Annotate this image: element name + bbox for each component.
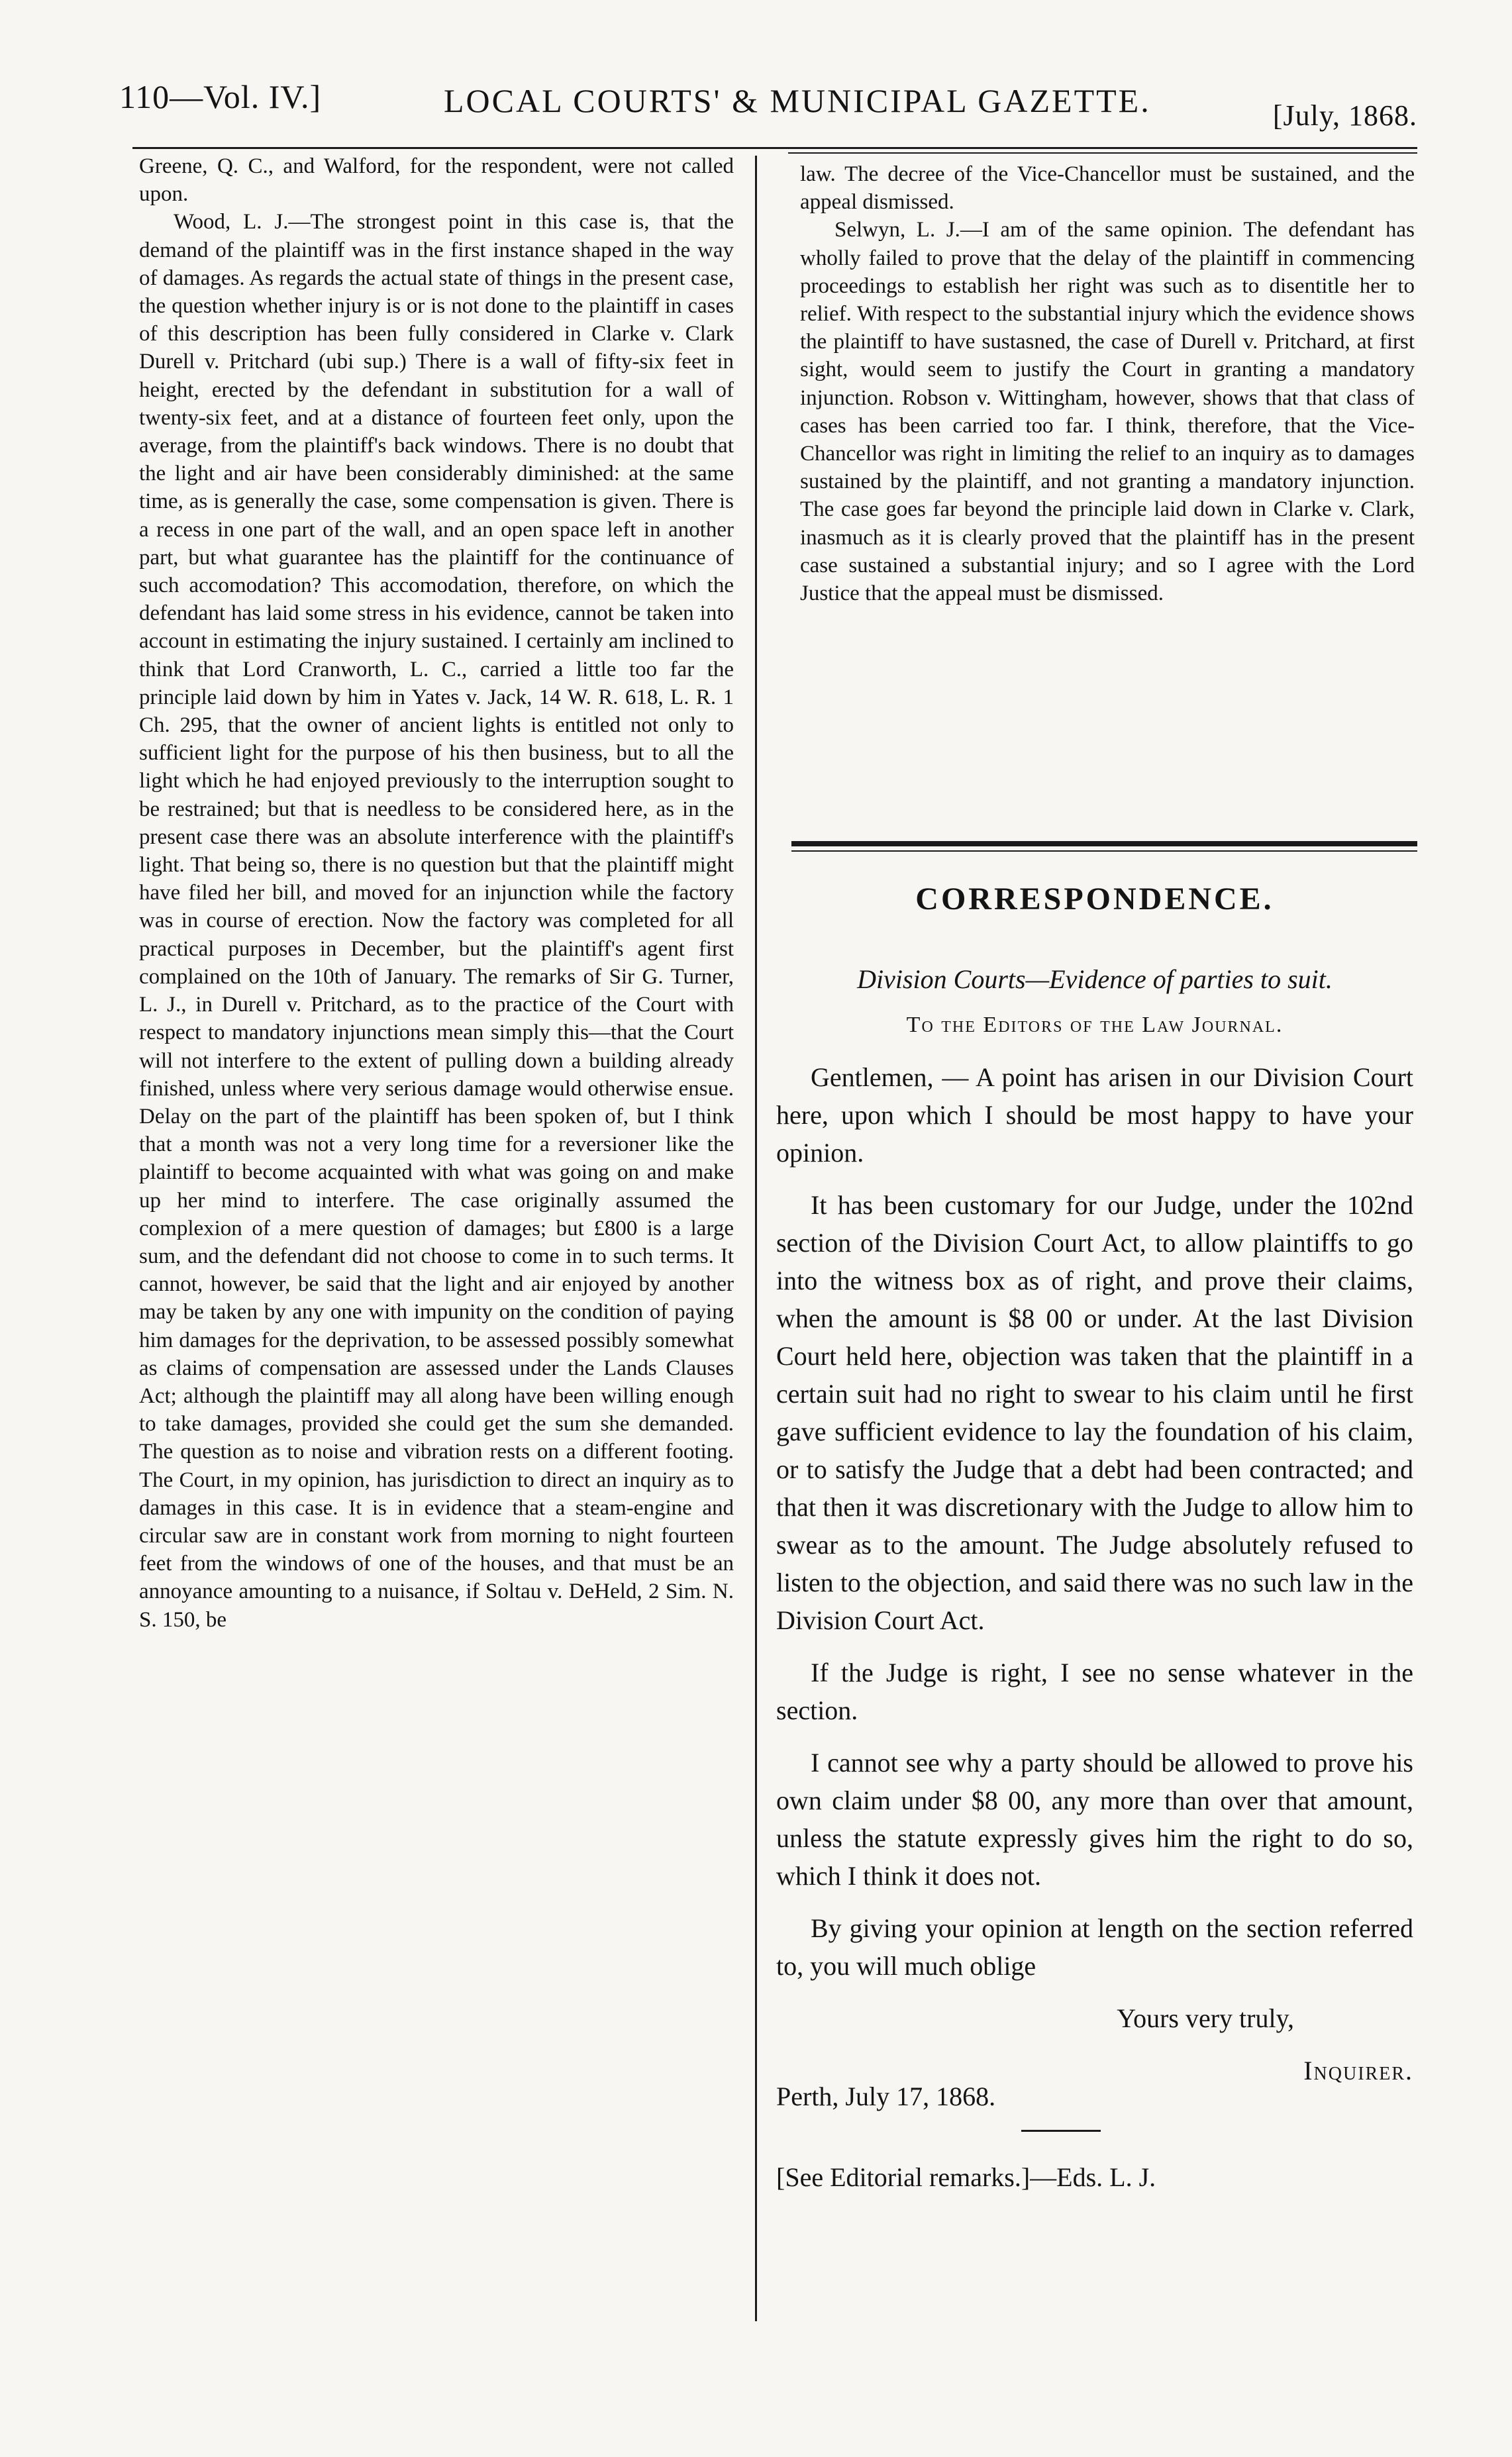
counsel-paragraph: Greene, Q. C., and Walford, for the respondent, were not called upon.: [139, 154, 734, 207]
left-column: [139, 152, 734, 1634]
section-rule-thin: [791, 850, 1417, 852]
page-volume-label: 110—Vol. IV.]: [119, 78, 322, 115]
letter-addressee: To the Editors of the Law Journal.: [906, 1013, 1284, 1037]
editorial-note: [See Editorial remarks.]—Eds. L. J.: [776, 2162, 1156, 2192]
selwyn-judgment-paragraph: Selwyn, L. J.—I am of the same opinion. The defendant has wholly failed to prove that the delay of the plaintiff in commencing proceedings to establish her right was such as to disentitle her to relief. With respect to the substantial injury which the evidence shows the plaintiff to have sustasned, the case of Durell v. Pritchard, at first sight, would seem to justify the Court in granting a mandatory injunction. Robson v. Wittingham, however, shows that that class of cases has been carried too far. I think, therefore, that the Vice-Chancellor was right in limiting the relief to an inquiry as to damages sustained by the plaintiff, and not granting a mandatory injunction. The case goes far beyond the principle laid down in Clarke v. Clark, inasmuch as it is clearly proved that the plaintiff has in the present case sustained a substantial injury; and so I agree with the Lord Justice that the appeal must be dismissed.: [800, 218, 1415, 606]
letter-signature: Inquirer.: [1303, 2056, 1413, 2085]
letter-paragraph: If the Judge is right, I see no sense whatever in the section.: [776, 1658, 1413, 1725]
letter-paragraph: It has been customary for our Judge, under the 102nd section of the Division Court Act, to allow plaintiffs to go into the witness box as of right, and prove their claims, when the amount is $8 00 or under. At the last Division Court held here, objection was taken that the plaintiff in a certain suit had no right to swear to his claim until he first gave sufficient evidence to lay the foundation of his claim, or to satisfy the Judge that a debt had been contracted; and that then it was discretionary with the Judge to allow him to swear as to the amount. The Judge absolutely refused to listen to the objection, and said there was no such law in the Division Court Act.: [776, 1190, 1413, 1635]
correspondence-title: CORRESPONDENCE.: [915, 881, 1274, 917]
letter-paragraph: I cannot see why a party should be allowed to prove his own claim under $8 00, any more than over that amount, unless the statute expressly gives him the right to do so, which I think it does not.: [776, 1748, 1413, 1891]
wood-judgment-paragraph: Wood, L. J.—The strongest point in this case is, that the demand of the plaintiff was in the first instance shaped in the way of damages. As regards the actual state of things in the present case, the question whether injury is or is not done to the plaintiff in cases of this description has been fully considered in Clarke v. Clark Durell v. Pritchard (ubi sup.) There is a wall of fifty-six feet in height, erected by the defendant in substitution for a wall of twenty-six feet, and at a distance of fourteen feet only, upon the average, from the plaintiff's back windows. There is no doubt that the light and air have been considerably diminished: at the same time, as is generally the case, some compensation is given. There is a recess in one part of the wall, and an open space left in another part, but what guarantee has the plaintiff for the continuance of such accomodation? This accomodation, therefore, on which the defendant has laid some stress in his evidence, cannot be taken into account in estimating the injury sustained. I certainly am inclined to think that Lord Cranworth, L. C., carried a little too far the principle laid down by him in Yates v. Jack, 14 W. R. 618, L. R. 1 Ch. 295, that the owner of ancient lights is entitled not only to sufficient light for the purpose of his then business, but to all the light which he had enjoyed previously to the interruption sought to be restrained; but that is needless to be considered here, as in the present case there was an absolute interference with the plaintiff's light. That being so, there is no question but that the plaintiff might have filed her bill, and moved for an injunction while the factory was in course of erection. Now the factory was completed for all practical purposes in December, but the plaintiff's agent first complained on the 10th of January. The remarks of Sir G. Turner, L. J., in Durell v. Pritchard, as to the practice of the Court with respect to mandatory injunctions mean simply this—that the Court will not interfere to the extent of pulling down a building already finished, unless where very serious damage would otherwise ensue. Delay on the part of the plaintiff has been spoken of, but I think that a month was not a very long time for a reversioner like the plaintiff to become acquainted with what was going on and make up her mind to interfere. The case originally assumed the complexion of a mere question of damages; but £800 is a large sum, and the defendant did not choose to come in to such terms. It cannot, however, be said that the light and air enjoyed by another may be taken by any one with impunity on the condition of paying him damages for the deprivation, to be assessed possibly somewhat as claims of compensation are assessed under the Lands Clauses Act; although the plaintiff may all along have been willing enough to take damages, provided she could get the sum she demanded. The question as to noise and vibration rests on a different footing. The Court, in my opinion, has jurisdiction to direct an inquiry as to damages in this case. It is in evidence that a steam-engine and circular saw are in constant work from morning to night fourteen feet from the windows of one of the houses, and that must be an annoyance amounting to a nuisance, if Soltau v. DeHeld, 2 Sim. N. S. 150, be: [139, 210, 734, 1632]
letter-paragraph: By giving your opinion at length on the section referred to, you will much oblige: [776, 1913, 1413, 1981]
correspondence-letter: [776, 960, 1413, 2211]
right-column-top: [800, 160, 1415, 607]
gazette-title: LOCAL COURTS' & MUNICIPAL GAZETTE.: [444, 82, 1151, 119]
header-rule-thin: [788, 152, 1417, 154]
column-divider: [755, 156, 757, 2321]
note-rule: [1021, 2130, 1101, 2132]
letter-paragraph: Gentlemen, — A point has arisen in our Division Court here, upon which I should be most happy to have your opinion.: [776, 1062, 1413, 1168]
letter-place-date: Perth, July 17, 1868.: [776, 2081, 996, 2111]
header-rule: [132, 147, 1417, 149]
page-header: [119, 70, 1417, 132]
issue-date: [July, 1868.: [1272, 99, 1417, 132]
decree-paragraph: law. The decree of the Vice-Chancellor must be sustained, and the appeal dismissed.: [800, 162, 1415, 215]
letter-closing: Yours very truly,: [1117, 2003, 1294, 2033]
letter-title: Division Courts—Evidence of parties to suit.: [857, 964, 1333, 994]
section-rule-thick: [791, 841, 1417, 846]
